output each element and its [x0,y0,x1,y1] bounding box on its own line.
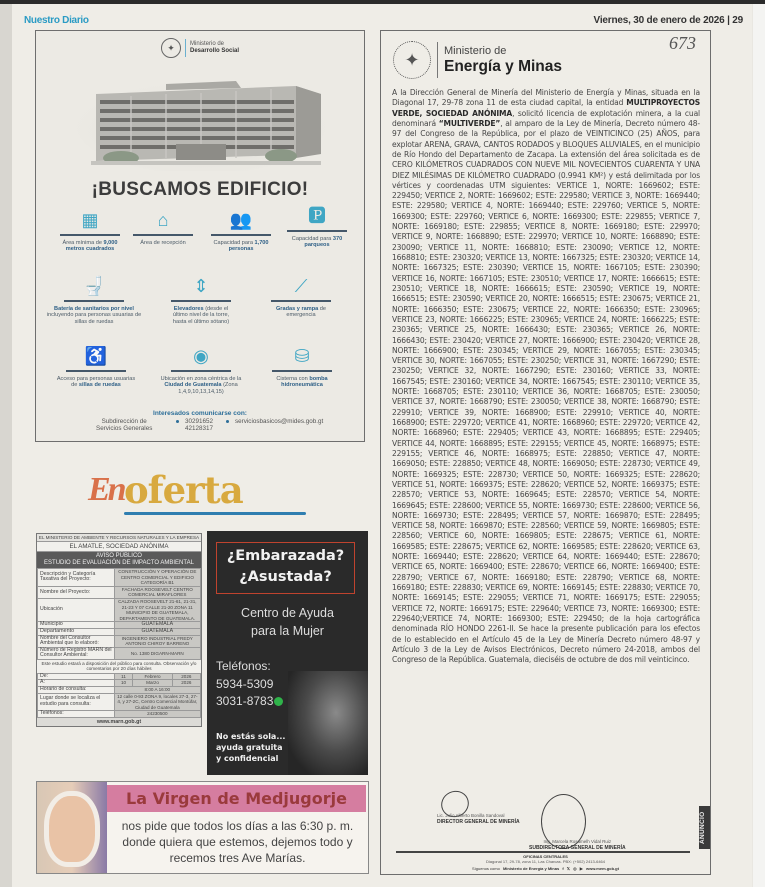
row-value: CALZADA ROOSEVELT 21-61, 21-31, 21-23 Y 07 CALLE 21-20 ZONA 11 MUNICIPIO DE GUATEMALA, DEPARTAMENTO DE GUATEMALA. [114,598,200,621]
building-icon: ▦ [81,210,99,230]
feature-rule [60,234,120,236]
question-1: ¿Embarazada? [226,548,345,564]
handwritten-number: 673 [669,33,696,53]
table-row [38,693,201,711]
project-details-table [37,568,201,660]
feature-item [158,345,244,396]
from-year: 2026 [172,673,200,680]
feature-rule [64,300,124,302]
support-line2: ayuda gratuita [216,743,283,752]
signer-1-title: DIRECTOR GENERAL DE MINERÍA [437,819,520,825]
utm-vertices: VERTICE 1, NORTE: 1669602; ESTE: 229450; VERTICE 2, NORTE: 1669602; ESTE: 229580; VERTICE 3, NORTE: 1669440; ESTE: 229580; VERTICE 4, NORTE: 1669440; ESTE: 229760; VERTICE 5, NORTE: 1669300; ESTE: 229760; VERTICE 6, NORTE: 1669300; ESTE: 229855; VERTICE 7, NORTE: 1669180; ESTE: 229855; VERTICE 8, NORTE: 1669180; ESTE: 229970; VERTICE 9, NORTE: 1668890; ESTE: 229970; VERTICE 10, NORTE: 1668890; ESTE: 230090; VERTICE 11, NORTE: 1668810; ESTE: 230090; VERTICE 12, NORTE: 1668810; ESTE: 230320; VERTICE 13, NORTE: 1667325; ESTE: 230320; VERTICE 14, NORTE: 1667325; ESTE: 230390; VERTICE 15, NORTE: 1667105; ESTE: 230390; VERTICE 16, NORTE: 1667105; ESTE: 230510; VERTICE 17, NORTE: 1666615; ESTE: 230510; VERTICE 18, NORTE: 1666615; ESTE: 230590; VERTICE 19, NORTE: 1666515; ESTE: 230590; VERTICE 20, NORTE: 1666515; ESTE: 230675; VERTICE 21, NORTE: 1666350; ESTE: 230675; VERTICE 22, NORTE: 1666350; ESTE: 230965; VERTICE 23, NORTE: 1666225; ESTE: 230965; VERTICE 24, NORTE: 1666225; ESTE: 230365; VERTICE 25, NORTE: 1666430; ESTE: 230365; VERTICE 26, NORTE: 1666430; ESTE: 230420; VERTICE 27, NORTE: 1666900; ESTE: 230420; VERTICE 28, NORTE: 1666900; ESTE: 230345; VERTICE 29, NORTE: 1667055; ESTE: 230345; VERTICE 30, NORTE: 1667055; ESTE: 230250; VERTICE 31, NORTE: 1667290; ESTE: 230250; VERTICE 32, NORTE: 1667290; ESTE: 230160; VERTICE 33, NORTE: 1667545; ESTE: 230160; VERTICE 34, NORTE: 1667545; ESTE: 230110; VERTICE 35, NORTE: 1668705; ESTE: 230110; VERTICE 36, NORTE: 1668705; ESTE: 230050; VERTICE 37, NORTE: 1668790; ESTE: 230050; VERTICE 38, NORTE: 1668790; ESTE: 229910; VERTICE 39, NORTE: 1668900; ESTE: 229910; VERTICE 40, NORTE: 1668900; ESTE: 229720; VERTICE 41, NORTE: 1668960; ESTE: 229720; VERTICE 42, NORTE: 1668960; ESTE: 229405; VERTICE 43, NORTE: 1668895; ESTE: 229405; VERTICE 44, NORTE: 1668895; ESTE: 229155; VERTICE 45, NORTE: 1668975; ESTE: 229155; VERTICE 46, NORTE: 1668975; ESTE: 228850; VERTICE 47, NORTE: 1669050; ESTE: 228850; VERTICE 48, NORTE: 1669050; ESTE: 228730; VERTICE 49, NORTE: 1669325; ESTE: 228730; VERTICE 50, NORTE: 1669325; ESTE: 228620; VERTICE 51, NORTE: 1669375; ESTE: 228620; VERTICE 52, NORTE: 1669375; ESTE: 228570; VERTICE 53, NORTE: 1669645; ESTE: 228570; VERTICE 54, NORTE: 1669645; ESTE: 228600; VERTICE 55, NORTE: 1669730; ESTE: 228600; VERTICE 56, NORTE: 1669730; ESTE: 228495; VERTICE 57, NORTE: 1669870; ESTE: 228495; VERTICE 58, NORTE: 1669870; ESTE: 228560; VERTICE 59, NORTE: 1669805; ESTE: 228560; VERTICE 60, NORTE: 1669805; ESTE: 228675; VERTICE 61, NORTE: 1669585; ESTE: 228675; VERTICE 62, NORTE: 1669585; ESTE: 228620; VERTICE 63, NORTE: 1669440; ESTE: 228620; VERTICE 64, NORTE: 1669440; ESTE: 228670; VERTICE 65, NORTE: 1669400; ESTE: 228670; VERTICE 66, NORTE: 1669400; ESTE: 228790; VERTICE 67, NORTE: 1669180; ESTE: 228790; VERTICE 68, NORTE: 1669180; ESTE: 228830; VERTICE 69, NORTE: 1669145; ESTE: 228830; VERTICE 70, NORTE: 1669145; ESTE: 229055; VERTICE 71, NORTE: 1669175; ESTE: 229055; VERTICE 72, NORTE: 1669175; ESTE: 229640; VERTICE 73, NORTE: 1669300; ESTE: 229640;VERTICE 74, NORTE: 1669300; ESTE: 229450 [392,180,700,623]
location-pin-icon: ◉ [193,346,209,366]
notice-body-text: A la Dirección General de Minería del Ministerio de Energía y Minas, situada en la Diagonal 17, 29-78 zona 11 de esta ciudad capital, la entidad MULTIPROYECTOS VERDE, SOCIEDAD ANÓNIMA, solicitó licencia de explotación minera, a la cual denominará “MULTIVERDE”, al amparo de la Ley de Minería, Decreto número 48-97 del Congreso de la República, por el plazo de VEINTICINCO (25) AÑOS, para explotar ARENA, GRAVA, CANTOS RODADOS y BLOQUES ALUVIALES, en el municipio de Río Hondo del Departamento de Zacapa. La extensión del área solicitada es de CERO KILÓMETROS CUADRADOS CON NUEVE MIL NOVECIENTOS CUARENTA Y UNA DIEZ MILÉSIMAS DE KILÓMETRO CUADRADO (0.9941 KM²) y está delimitada por los vértices y coordenadas UTM siguientes: VERTICE 1, NORTE: 1669602; ESTE: 229450; VERTICE 2, NORTE: 1669602; ESTE: 229580; VERTICE 3, NORTE: 1669440; ESTE: 229580; VERTICE 4, NORTE: 1669440; ESTE: 229760; VERTICE 5, NORTE: 1669300; ESTE: 229760; VERTICE 6, NORTE: 1669300; ESTE: 229855; VERTICE 7, NORTE: 1669180; ESTE: 229855; VERTICE 8, NORTE: 1669180; ESTE: 229970; VERTICE 9, NORTE: 1668890; ESTE: 229970; VERTICE 10, NORTE: 1668890; ESTE: 230090; VERTICE 11, NORTE: 1668810; ESTE: 230090; VERTICE 12, NORTE: 1668810; ESTE: 230320; VERTICE 13, NORTE: 1667325; ESTE: 230320; VERTICE 14, NORTE: 1667325; ESTE: 230390; VERTICE 15, NORTE: 1667105; ESTE: 230390; VERTICE 16, NORTE: 1667105; ESTE: 230510; VERTICE 17, NORTE: 1666615; ESTE: 230510; VERTICE 18, NORTE: 1666615; ESTE: 230590; VERTICE 19, NORTE: 1666515; ESTE: 230590; VERTICE 20, NORTE: 1666515; ESTE: 230675; VERTICE 21, NORTE: 1666350; ESTE: 230675; VERTICE 22, NORTE: 1666350; ESTE: 230965; VERTICE 23, NORTE: 1666225; ESTE: 230965; VERTICE 24, NORTE: 1666225; ESTE: 230365; VERTICE 25, NORTE: 1666430; ESTE: 230365; VERTICE 26, NORTE: 1666430; ESTE: 230420; VERTICE 27, NORTE: 1666900; ESTE: 230420; VERTICE 28, NORTE: 1666900; ESTE: 230345; VERTICE 29, NORTE: 1667055; ESTE: 230345; VERTICE 30, NORTE: 1667055; ESTE: 230250; VERTICE 31, NORTE: 1667290; ESTE: 230250; VERTICE 32, NORTE: 1667290; ESTE: 230160; VERTICE 33, NORTE: 1667545; ESTE: 230160; VERTICE 34, NORTE: 1667545; ESTE: 230110; VERTICE 35, NORTE: 1668705; ESTE: 230110; VERTICE 36, NORTE: 1668705; ESTE: 230050; VERTICE 37, NORTE: 1668790; ESTE: 230050; VERTICE 38, NORTE: 1668790; ESTE: 229910; VERTICE 39, NORTE: 1668900; ESTE: 229910; VERTICE 40, NORTE: 1668900; ESTE: 229720; VERTICE 41, NORTE: 1668960; ESTE: 229720; VERTICE 42, NORTE: 1668960; ESTE: 229405; VERTICE 43, NORTE: 1668895; ESTE: 229405; VERTICE 44, NORTE: 1668895; ESTE: 229155; VERTICE 45, NORTE: 1668975; ESTE: 229155; VERTICE 46, NORTE: 1668975; ESTE: 228850; VERTICE 47, NORTE: 1669050; ESTE: 228850; VERTICE 48, NORTE: 1669050; ESTE: 228730; VERTICE 49, NORTE: 1669325; ESTE: 228730; VERTICE 50, NORTE: 1669325; ESTE: 228620; VERTICE 51, NORTE: 1669375; ESTE: 228620; VERTICE 52, NORTE: 1669375; ESTE: 228570; VERTICE 53, NORTE: 1669645; ESTE: 228570; VERTICE 54, NORTE: 1669645; ESTE: 228600; VERTICE 55, NORTE: 1669730; ESTE: 228600; VERTICE 56, NORTE: 1669730; ESTE: 228495; VERTICE 57, NORTE: 1669870; ESTE: 228495; VERTICE 58, NORTE: 1669870; ESTE: 228560; VERTICE 59, NORTE: 1669805; ESTE: 228560; VERTICE 60, NORTE: 1669805; ESTE: 228675; VERTICE 61, NORTE: 1669585; ESTE: 228675; VERTICE 62, NORTE: 1669585; ESTE: 228620; VERTICE 63, NORTE: 1669440; ESTE: 228620; VERTICE 64, NORTE: 1669440; ESTE: 228670; VERTICE 65, NORTE: 1669400; ESTE: 228670; VERTICE 66, NORTE: 1669400; ESTE: 228790; VERTICE 67, NORTE: 1669180; ESTE: 228790; VERTICE 68, NORTE: 1669180; ESTE: 228830; VERTICE 69, NORTE: 1669145; ESTE: 228830; VERTICE 70, NORTE: 1669145; ESTE: 229055; VERTICE 71, NORTE: 1669175; ESTE: 229055; VERTICE 72, NORTE: 1669175; ESTE: 229640; VERTICE 73, NORTE: 1669300; ESTE: 229640;VERTICE 74, NORTE: 1669300; ESTE: 229450; de la hoja cartográfica denominada RÍO HONDO 2261-II. Se hace la presente publicación para los efectos de lo establecido en el Artículo 45 de la Ley de Minería Decreto número 48-97 y Artículo 3 de la Ley de Avisos Electrónicos, Decreto número 24-2018, ambos del Congreso de la República. Guatemala, dieciséis de octubre de dos mil veinticinco. [392,88,700,665]
signer-2-name: Ing. Marcela Rosamelh Vidal Ruiz [543,839,612,844]
phone-1: 5934-5309 [216,676,274,691]
place-value: 12 calle 0-93 ZONA 9, locales 27-3, 27-4, y 27-2C, Centro Comercial Montúfar, Ciudad de Guatemala [114,693,200,711]
feature-text: Área de recepción [140,239,186,246]
row-value: GUATEMALA [114,622,200,629]
signer-1 [437,813,520,825]
social-row [381,866,710,871]
instagram-icon: ◎ [573,866,577,871]
row-value: INGENIERO INDUSTRIAL FREDY ANTONIO CHIROY BARRENO [114,635,200,647]
table-row [38,569,201,587]
elevator-icon: ⇕ [193,276,209,296]
phone-2: 42128317 [185,425,214,432]
portrait-face [49,796,95,862]
table-row [38,686,201,693]
from-label: De: [38,673,115,680]
phone-value: 24230500 [114,711,200,718]
parking-car-icon: 🅿 [308,206,326,226]
from-month: Febrero [133,673,172,680]
feature-item [130,209,196,246]
ad-headline: ¡BUSCAMOS EDIFICIO! [91,179,309,200]
mides-ministry-name [190,41,239,55]
page-edge-left [0,0,12,887]
ministry-line2: Energía y Minas [444,58,563,75]
feature-text: Capacidad para 1,700 personas [213,239,269,253]
to-year: 2026 [172,680,200,687]
feature-text: Capacidad para 370 parqueos [291,235,343,249]
notice-title-line2: ESTUDIO DE EVALUACIÓN DE IMPACTO AMBIENTAL [44,560,194,566]
mining-license-notice [380,30,711,875]
row-value: No. 1380 DIGARN-MARN [114,647,200,659]
marn-public-notice [36,533,202,727]
contact-phones [176,418,213,432]
guatemala-seal-icon: ✦ [161,38,181,58]
row-label: Número de Registro MARN del Consultor Ambiental: [38,647,115,659]
feature-text: Acceso para personas usuarias de sillas de ruedas [56,375,136,389]
dept-line1: Subdirección de [101,418,147,425]
company-name: EL AMATLE, SOCIEDAD ANÓNIMA [37,542,201,552]
center-name-line1: Centro de Ayuda [241,606,334,620]
notice-title [37,552,201,568]
feature-text: Elevadores (desde el último nivel de la torre, hasta el último sótano) [172,305,230,326]
row-value: FACHADA ROOSEVELT CENTRO COMERCIAL MIRAFLORES [114,586,200,598]
row-label: Municipio [38,622,115,629]
table-row [38,635,201,647]
question-2: ¿Asustada? [239,569,332,585]
water-tank-icon: ⛁ [294,346,310,366]
masthead [24,15,743,29]
feature-text: Cisterna con bomba hidroneumática [276,375,328,389]
distressed-woman-photo [288,671,368,775]
whatsapp-icon [274,697,283,706]
phone-2: 3031-8783 [216,694,274,708]
bullet-icon [176,420,179,423]
feature-text: Gradas y rampa de emergencia [275,305,327,319]
phone-list [216,658,283,711]
feature-rule [272,370,332,372]
logo-divider [437,42,438,78]
newspaper-brand: Nuestro Diario [24,15,89,26]
row-value: GUATEMALA [114,628,200,635]
feature-text: Ubicación en zona céntrica de la Ciudad de Guatemala (Zona 1,4,9,10,13,14,15) [160,375,242,396]
office-title: OFICINAS CENTRALES [523,854,568,859]
mem-website: www.mem.gob.gt [585,866,619,871]
mem-ministry-name [444,45,562,75]
contact-department [96,418,152,432]
consultation-note: Este estudio estará a disposición del público para consulta. Observación y/o comentarios por 20 días hábiles [41,660,197,672]
follow-name: Ministerio de Energía y Minas [502,866,560,871]
scan-top-edge [0,0,765,4]
feature-rule [287,230,347,232]
to-label: A: [38,680,115,687]
contact-email: serviciosbasicos@mides.gob.gt [235,418,324,425]
youtube-icon: ▶ [579,866,583,871]
feature-item [266,275,336,319]
feature-rule [271,300,331,302]
reception-desk-icon: ⌂ [157,210,169,230]
feature-item [46,275,142,326]
signer-1-name: Lic. Julio Alberto Bonilla Sandoval [437,813,505,818]
ad-question-box [216,542,355,594]
feature-item [284,205,350,249]
table-row [38,673,201,680]
anuncio-label: ANUNCIO [699,806,710,849]
stairs-ramp-icon: ⟋ [294,276,308,296]
dept-line2: Servicios Generales [96,425,153,432]
follow-text: Síguenos como [472,866,500,871]
feature-text: Área mínima de 9,000 metros cuadrados [62,239,118,253]
place-label: Lugar donde se localiza el estudio para consulta: [38,693,115,711]
page-edge-right [753,0,765,887]
logo-divider [185,39,186,57]
table-row [38,647,201,659]
banner-oferta: oferta [124,468,243,512]
footer-divider [396,851,690,853]
feature-rule [211,234,271,236]
banner-en: En [88,471,124,508]
row-label: Ubicación [38,598,115,621]
row-label: Descripción y Categoría Taxativa del Proyecto: [38,569,115,587]
ministry-line2: Desarrollo Social [189,48,240,54]
contact-email-row [226,418,323,425]
table-row [38,711,201,718]
x-icon: 𝕏 [566,866,571,871]
office-address: Diagonal 17, 29-78, zona 11, Las Charcas. PBX: (+502) 2413-6464 [485,859,605,864]
row-value: CONSTRUCCIÓN Y OPERACIÓN DE CENTRO COMERCIAL Y EDIFICIO CATEGORÍA B1 [114,569,200,587]
feature-rule [66,370,126,372]
to-day: 10 [114,680,133,687]
contact-title: Interesados comunicarse con: [153,410,247,417]
feature-item [166,275,236,326]
mem-logo [393,41,562,79]
message-line3: recemos tres Ave Marías. [169,851,306,865]
office-building-illustration [76,66,326,171]
ministry-line1: Ministerio de [189,41,224,47]
message-line2: donde quiera que estemos, dejemos todo y [122,835,353,849]
consultation-schedule-table [37,673,201,718]
mides-logo [36,38,364,58]
mides-building-ad [35,30,365,442]
row-label: Departamento [38,628,115,635]
feature-item [56,209,124,253]
phone-1: 30291652 [185,418,214,425]
date-page-number: Viernes, 30 de enero de 2026 | 29 [593,15,743,26]
row-label: Nombre del Proyecto: [38,586,115,598]
support-message [216,731,285,764]
ad-message [109,818,366,866]
notice-title-line1: AVISO PÚBLICO [96,553,142,559]
hours-label: Horario de consulta: [38,686,115,693]
hours-value: 8:00 A 16:00 [114,686,200,693]
feature-text: Batería de sanitarios por nivel incluyendo para personas usuarias de sillas de ruedas [46,305,142,326]
people-group-icon: 👥 [229,210,253,230]
center-name-line2: para la Mujer [251,624,324,638]
message-line1: nos pide que todos los días a las 6:30 p. m. [121,819,354,833]
guatemala-seal-icon: ✦ [393,41,431,79]
marn-website: www.marn.gob.gt [37,718,201,726]
center-name [207,604,368,640]
notice-footer [381,854,710,871]
feature-item [264,345,340,389]
phone-label: Teléfonos: [38,711,115,718]
signer-2 [529,839,626,851]
bullet-icon [226,420,229,423]
toilet-icon: 🚽 [82,276,106,296]
table-row [38,598,201,621]
banner-underline [124,512,306,515]
support-line1: No estás sola... [216,732,286,741]
signer-2-title: SUBDIRECTORA GENERAL DE MINERÍA [529,845,626,851]
virgin-mary-portrait [37,782,107,874]
wheelchair-icon: ♿ [84,346,108,366]
women-help-center-ad [207,531,368,775]
from-day: 11 [114,673,133,680]
en-oferta-section-banner [88,468,328,516]
support-line3: y confidencial [216,754,279,763]
facebook-icon: f [562,866,564,871]
feature-rule [171,370,231,372]
table-row [38,586,201,598]
virgen-medjugorje-ad [36,781,369,874]
phones-label: Teléfonos: [216,659,271,673]
feature-rule [133,234,193,236]
feature-item [56,345,136,389]
to-month: Marzo [133,680,172,687]
row-label: Nombre del Consultor Ambiental que lo elaboró: [38,635,115,647]
ad-title: La Virgen de Medjugorje [107,785,366,812]
ministry-line1: Ministerio de [444,45,507,57]
feature-item [208,209,274,253]
feature-rule [171,300,231,302]
notice-issuer: EL MINISTERIO DE AMBIENTE Y RECURSOS NATURALES Y LA EMPRESA [38,535,200,540]
